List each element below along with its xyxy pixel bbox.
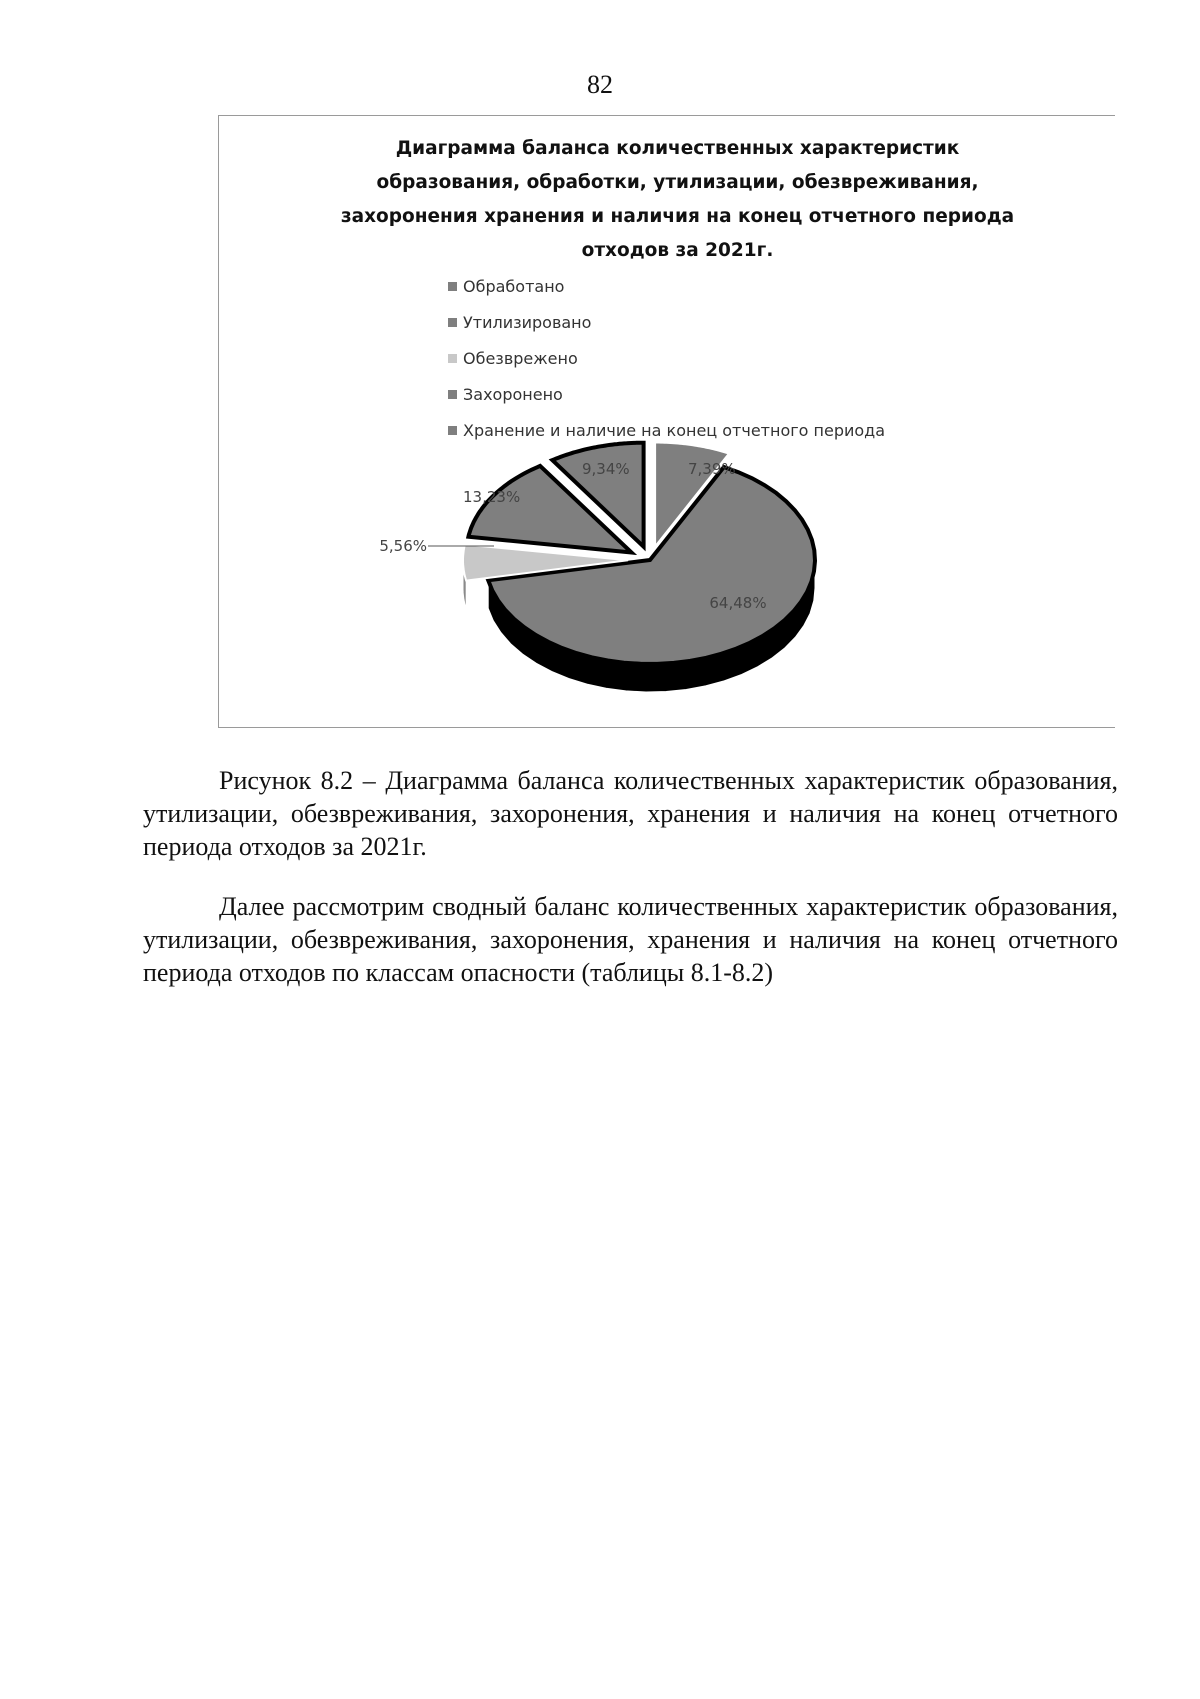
data-label: 64,48% — [709, 594, 767, 612]
data-label: 5,56% — [379, 537, 427, 555]
pie-chart — [0, 0, 1200, 760]
data-label: 13,23% — [463, 488, 521, 506]
body-paragraph-text: Далее рассмотрим сводный баланс количественных характеристик образования, утилизации, обезвреживания, захоронения, хранения и наличия на конец отчетного периода отходов по классам опасности (таблицы 8.1-8.2) — [143, 892, 1118, 987]
legend-label: Обработано — [463, 276, 565, 296]
chart-title-line: отходов за 2021г. — [581, 240, 774, 261]
chart-title-line: Диаграмма баланса количественных характеристик — [395, 138, 960, 159]
legend-label: Утилизировано — [463, 312, 592, 332]
figure-caption — [143, 764, 1118, 863]
data-label: 7,39% — [688, 460, 736, 478]
legend-label: Обезврежено — [463, 348, 578, 368]
figure-caption-text: Рисунок 8.2 – Диаграмма баланса количественных характеристик образования, утилизации, обезвреживания, захоронения, хранения и наличия на конец отчетного периода отходов за 2021г. — [143, 766, 1118, 861]
legend-label: Захоронено — [463, 384, 563, 404]
data-label: 9,34% — [582, 460, 630, 478]
chart-title-line: захоронения хранения и наличия на конец отчетного периода — [340, 206, 1015, 227]
chart-title-line: образования, обработки, утилизации, обезвреживания, — [376, 172, 979, 193]
legend-label: Хранение и наличие на конец отчетного периода — [463, 420, 886, 440]
page-number: 82 — [587, 70, 613, 99]
body-paragraph — [143, 890, 1118, 989]
